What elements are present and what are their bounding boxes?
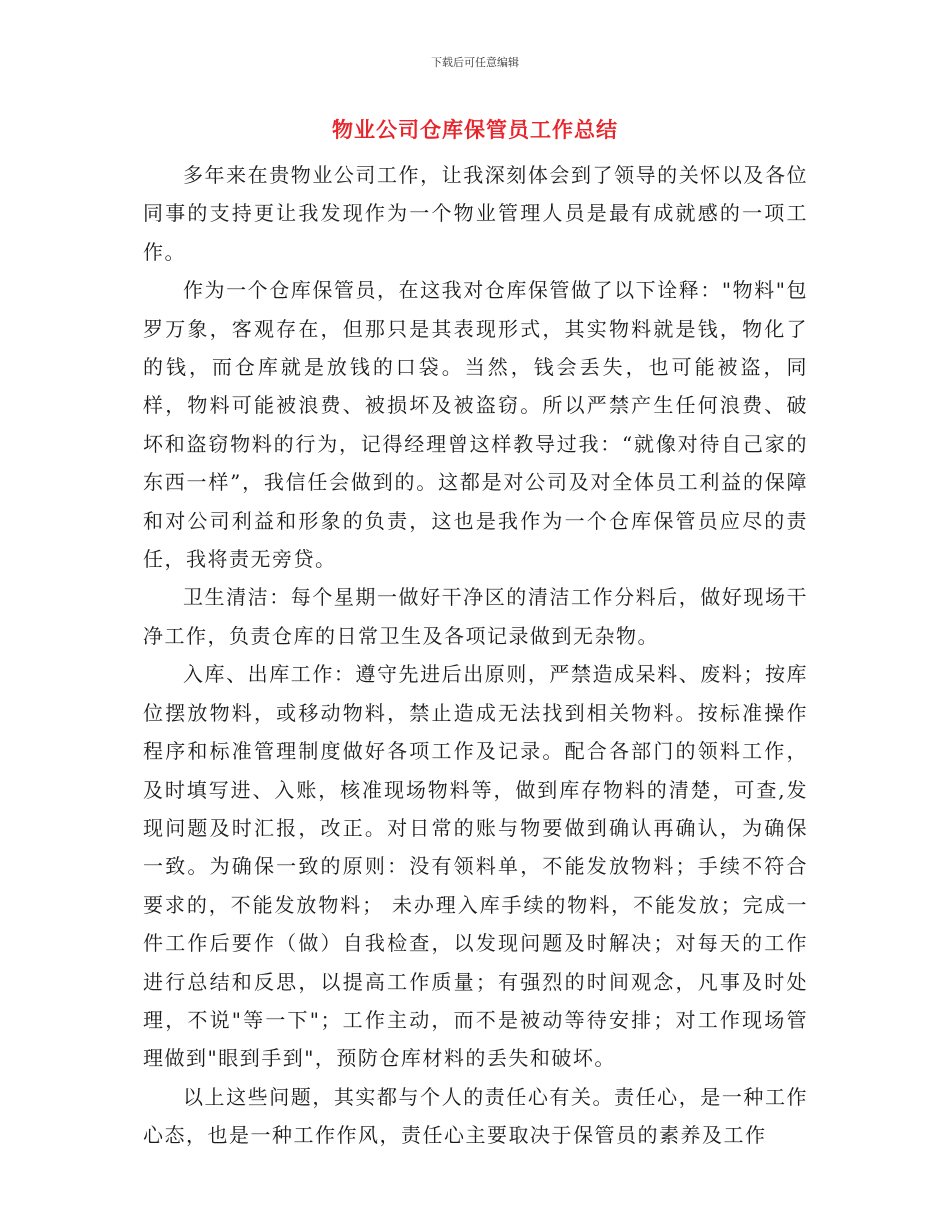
document-body: [143, 156, 808, 1155]
paragraph-hygiene: 卫生清洁：每个星期一做好干净区的清洁工作分料后，做好现场干净工作，负责仓库的日常卫生及各项记录做到无杂物。: [143, 585, 808, 648]
document-title: 物业公司仓库保管员工作总结: [332, 118, 618, 142]
paragraph-intro: 多年来在贵物业公司工作，让我深刻体会到了领导的关怀以及各位同事的支持更让我发现作为一个物业管理人员是最有成就感的一项工作。: [143, 163, 808, 264]
paragraph-responsibility: 以上这些问题，其实都与个人的责任心有关。责任心，是一种工作心态，也是一种工作作风，责任心主要取决于保管员的素养及工作: [143, 1084, 808, 1148]
header-note: 下载后可任意编辑: [431, 56, 519, 69]
paragraph-role: 作为一个仓库保管员，在这我对仓库保管做了以下诠释："物料"包罗万象，客观存在，但那只是其表现形式，其实物料就是钱，物化了的钱，而仓库就是放钱的口袋。当然，钱会丢失，也可能被盗，同样，物料可能被浪费、被损坏及被盗窃。所以严禁产生任何浪费、破坏和盗窃物料的行为，记得经理曾这样教导过我：“就像对待自己家的东西一样”，我信任会做到的。这都是对公司及对全体员工利益的保障和对公司利益和形象的负责，这也是我作为一个仓库保管员应尽的责任，我将责无旁贷。: [143, 278, 808, 572]
paragraph-inout: 入库、出库工作：遵守先进后出原则，严禁造成呆料、废料；按库位摆放物料，或移动物料，禁止造成无法找到相关物料。按标准操作程序和标准管理制度做好各项工作及记录。配合各部门的领料工作，及时填写进、入账，核准现场物料等，做到库存物料的清楚，可查,发现问题及时汇报，改正。对日常的账与物要做到确认再确认，为确保一致。为确保一致的原则：没有领料单，不能发放物料；手续不符合要求的，不能发放物料； 未办理入库手续的物料，不能发放；完成一件工作后要作（做）自我检查，以发现问题及时解决；对每天的工作进行总结和反思，以提高工作质量；有强烈的时间观念，凡事及时处理，不说"等一下"；工作主动，而不是被动等待安排；对工作现场管理做到"眼到手到"，预防仓库材料的丢失和破坏。: [143, 662, 808, 1071]
